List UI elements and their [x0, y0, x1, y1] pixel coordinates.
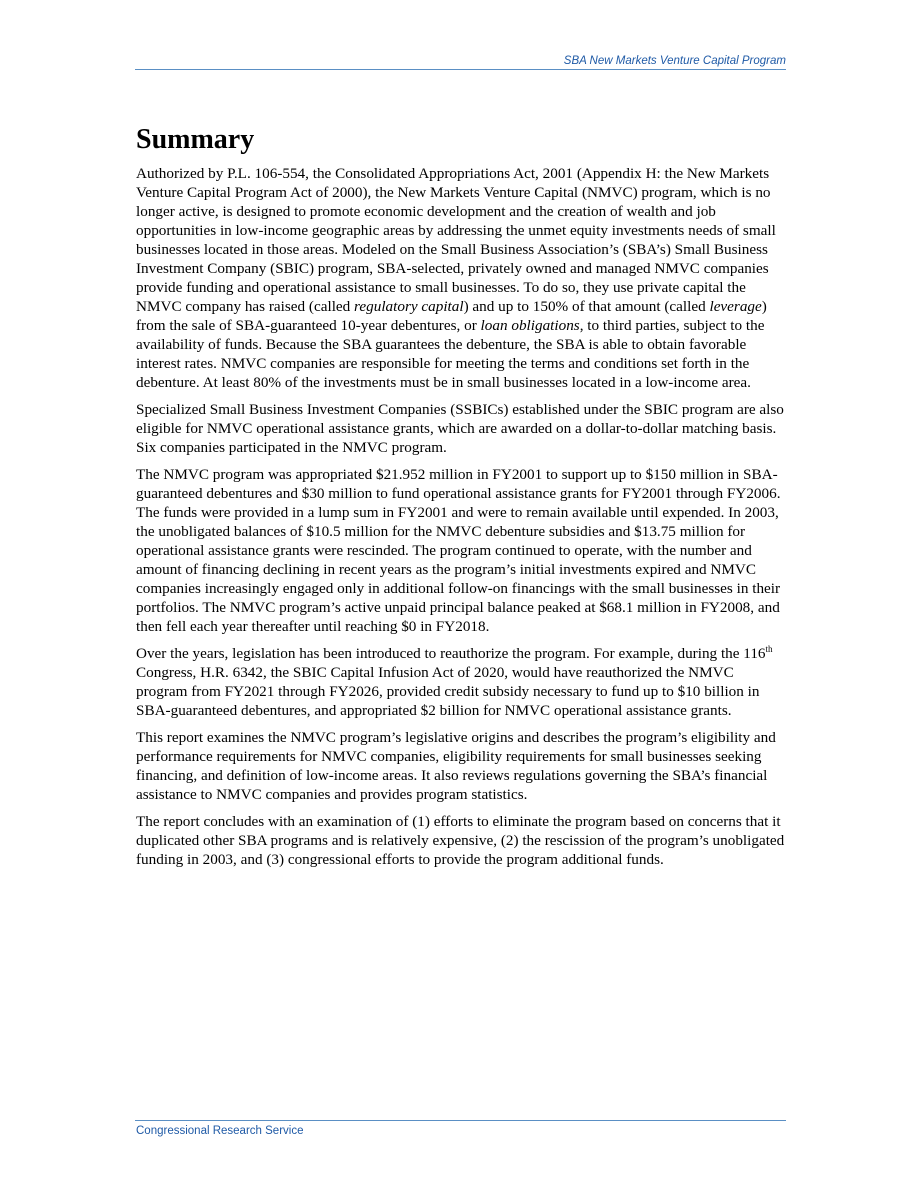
p1-term-regulatory-capital: regulatory capital — [354, 298, 464, 315]
p1-text-c: ) from the sale of SBA-guaranteed 10-year debentures, or — [136, 298, 767, 334]
summary-paragraph-1 — [136, 164, 788, 392]
document-body — [136, 122, 788, 877]
summary-paragraph-3: The NMVC program was appropriated $21.952 million in FY2001 to support up to $150 million in SBA-guaranteed debentures and $30 million to fund operational assistance grants for FY2001 through FY2006. The funds were provided in a lump sum in FY2001 and were to remain available until expended. In 2003, the unobligated balances of $10.5 million for the NMVC debenture subsidies and $13.75 million for operational assistance grants were rescinded. The program continued to operate, with the number and amount of financing declining in recent years as the program’s initial investments expired and NMVC companies increasingly engaged only in additional follow-on financings with the small businesses in their portfolios. The NMVC program’s active unpaid principal balance peaked at $68.1 million in FY2008, and then fell each year thereafter until reaching $0 in FY2018. — [136, 466, 781, 635]
p4-text-a: Over the years, legislation has been introduced to reauthorize the program. For example, during the 116 — [136, 645, 766, 662]
footer-publisher: Congressional Research Service — [136, 1125, 304, 1137]
summary-paragraph-2: Specialized Small Business Investment Companies (SSBICs) established under the SBIC program are also eligible for NMVC operational assistance grants, which are awarded on a dollar-to-dollar matching basis. Six companies participated in the NMVC program. — [136, 401, 784, 456]
p1-text-d: , to third parties, subject to the availability of funds. Because the SBA guarantees the debenture, the SBA is able to obtain favorable interest rates. NMVC companies are responsible for meeting the terms and conditions set forth in the debenture. At least 80% of the investments must be in small businesses located in a low-income area. — [136, 317, 765, 391]
p1-term-loan-obligations: loan obligations — [480, 317, 580, 334]
p1-term-leverage: leverage — [709, 298, 762, 315]
p1-text-a: Authorized by P.L. 106-554, the Consolidated Appropriations Act, 2001 (Appendix H: the New Markets Venture Capital Program Act of 2000), the New Markets Venture Capital (NMVC) program, which is no longer active, is designed to promote economic development and the creation of wealth and job opportunities in low-income geographic areas by addressing the unmet equity investments needs of small businesses located in those areas. Modeled on the Small Business Association’s (SBA’s) Small Business Investment Company (SBIC) program, SBA-selected, privately owned and managed NMVC companies provide funding and operational assistance to small businesses. To do so, they use private capital the NMVC company has raised (called — [136, 165, 776, 315]
p1-text-b: ) and up to 150% of that amount (called — [463, 298, 710, 315]
summary-paragraph-6: The report concludes with an examination of (1) efforts to eliminate the program based on concerns that it duplicated other SBA programs and is relatively expensive, (2) the rescission of the program’s unobligated funding in 2003, and (3) congressional efforts to provide the program additional funds. — [136, 813, 785, 868]
summary-paragraph-5: This report examines the NMVC program’s legislative origins and describes the program’s eligibility and performance requirements for NMVC companies, eligibility requirements for small businesses seeking financing, and definition of low-income areas. It also reviews regulations governing the SBA’s financial assistance to NMVC companies and provides program statistics. — [136, 729, 776, 803]
summary-paragraph-4 — [136, 644, 788, 720]
page-title: Summary — [136, 124, 255, 155]
p4-text-b: Congress, H.R. 6342, the SBIC Capital Infusion Act of 2020, would have reauthorized the NMVC program from FY2021 through FY2026, provided credit subsidy necessary to fund up to $10 billion in SBA-guaranteed debentures, and appropriated $2 billion for NMVC operational assistance grants. — [136, 664, 760, 719]
running-header: SBA New Markets Venture Capital Program — [563, 55, 786, 67]
footer-divider — [135, 1120, 786, 1121]
p4-superscript: th — [765, 644, 773, 654]
header-divider — [135, 69, 786, 70]
